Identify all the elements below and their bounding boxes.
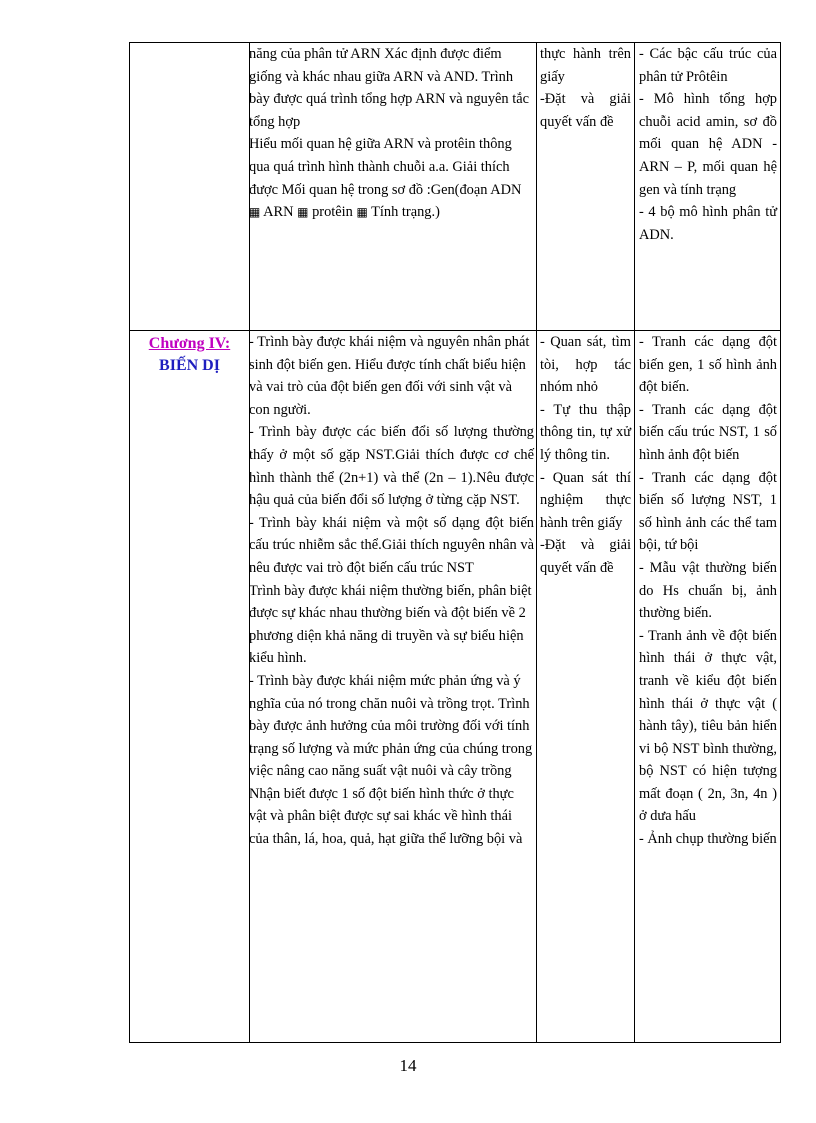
method-item: -Đặt và giải quyết vấn đề (540, 537, 631, 576)
content-paragraph: năng của phân tử ARN Xác định được điểm giống và khác nhau giữa ARN và AND. Trình bày được quá trình tổng hợp ARN và nguyên tắc tổng hợp (249, 46, 529, 130)
curriculum-table (129, 42, 781, 1043)
methods-cell (537, 331, 635, 1043)
content-paragraph (249, 133, 534, 223)
material-item: - Tranh ảnh về đột biến hình thái ở thực vật, tranh về kiểu đột biến hình thái ở thực vật ( hành tây), tiêu bản hiển vi bộ NST bình thường, bộ NST có hiện tượng mất đoạn ( 2n, 3n, 4n ) ở dưa hấu (639, 627, 777, 825)
material-item: - Các bậc cấu trúc của phân tử Prôtêin (639, 46, 777, 85)
table-row (130, 331, 781, 1043)
content-paragraph: - Trình bày được khái niệm và nguyên nhân phát sinh đột biến gen. Hiểu được tính chất biểu hiện và vai trò của đột biến gen đối với sinh vật và con người. (249, 334, 530, 418)
material-item: - Tranh các dạng đột biến số lượng NST, 1 số hình ảnh các thể tam bội, tứ bội (639, 469, 777, 554)
content-text: protêin (308, 204, 357, 221)
method-item: - Quan sát, tìm tòi, hợp tác nhóm nhỏ (540, 334, 631, 396)
content-paragraph: - Trình bày được khái niệm mức phản ứng và ý nghĩa của nó trong chăn nuôi và trồng trọt. Trình bày được ảnh hưởng của môi trường đối với tính trạng số lượng và mức phản ứng của chúng trong việc nâng cao năng suất vật nuôi và cây trồng (249, 672, 533, 780)
content-paragraph: Nhận biết được 1 số đột biến hình thức ở thực vật và phân biệt được sự sai khác về hình thái của thân, lá, hoa, quả, hạt giữa thể lưỡng bội và (249, 785, 523, 848)
material-item: - 4 bộ mô hình phân tử ADN. (639, 204, 777, 243)
content-paragraph: - Trình bày khái niệm và một số dạng đột biến cấu trúc nhiễm sắc thể.Giải thích nguyên nhân và nêu được vai trò đột biến cấu trúc NST (249, 514, 534, 576)
table-row (130, 43, 781, 331)
material-item: - Tranh các dạng đột biến cấu trúc NST, 1 số hình ảnh đột biến (639, 401, 777, 463)
material-item: - Mẫu vật thường biến do Hs chuẩn bị, ảnh thường biến. (639, 559, 777, 622)
content-text: ARN (260, 204, 298, 221)
content-text: Tính trạng.) (367, 204, 440, 221)
method-item: - Tự thu thập thông tin, tự xử lý thông tin. (540, 401, 631, 463)
method-item: - Quan sát thí nghiệm thực hành trên giấy (540, 469, 631, 531)
arrow-icon: ▦ (356, 205, 368, 220)
materials-cell (635, 331, 781, 1043)
method-item: thực hành trên giấy (540, 46, 631, 85)
content-paragraph: - Trình bày được các biến đổi số lượng thường thấy ở một số gặp NST.Giải thích được cơ chế hình thành thể (2n+1) và thể (2n – 1).Nêu được hậu quả của biến đổi số lượng ở từng cặp NST. (249, 424, 534, 509)
chapter-cell (130, 43, 250, 331)
content-cell (250, 331, 537, 1043)
content-text: Hiểu mối quan hệ giữa ARN và protêin thông qua quá trình hình thành chuỗi a.a. Giải thích được Mối quan hệ trong sơ đồ :Gen(đoạn ADN (249, 136, 522, 198)
material-item: - Mô hình tổng hợp chuỗi acid amin, sơ đồ mối quan hệ ADN - ARN – P, mối quan hệ gen và tính trạng (639, 91, 777, 198)
page-number: 14 (399, 1056, 417, 1075)
content-paragraph: Trình bày được khái niệm thường biến, phân biệt được sự khác nhau thường biến và đột biến về 2 phương diện khả năng di truyền và sự biểu hiện kiểu hình. (249, 582, 532, 667)
arrow-icon: ▦ (297, 205, 309, 220)
arrow-icon: ▦ (249, 205, 261, 220)
chapter-name: BIẾN DỊ (159, 357, 220, 374)
content-cell (250, 43, 537, 331)
methods-cell (537, 43, 635, 331)
materials-cell (635, 43, 781, 331)
method-item: -Đặt và giải quyết vấn đề (540, 91, 631, 130)
chapter-title: Chương IV: (148, 335, 231, 352)
material-item: - Ảnh chụp thường biến (639, 831, 777, 848)
chapter-cell (130, 331, 250, 1043)
material-item: - Tranh các dạng đột biến gen, 1 số hình ảnh đột biến. (639, 334, 777, 396)
